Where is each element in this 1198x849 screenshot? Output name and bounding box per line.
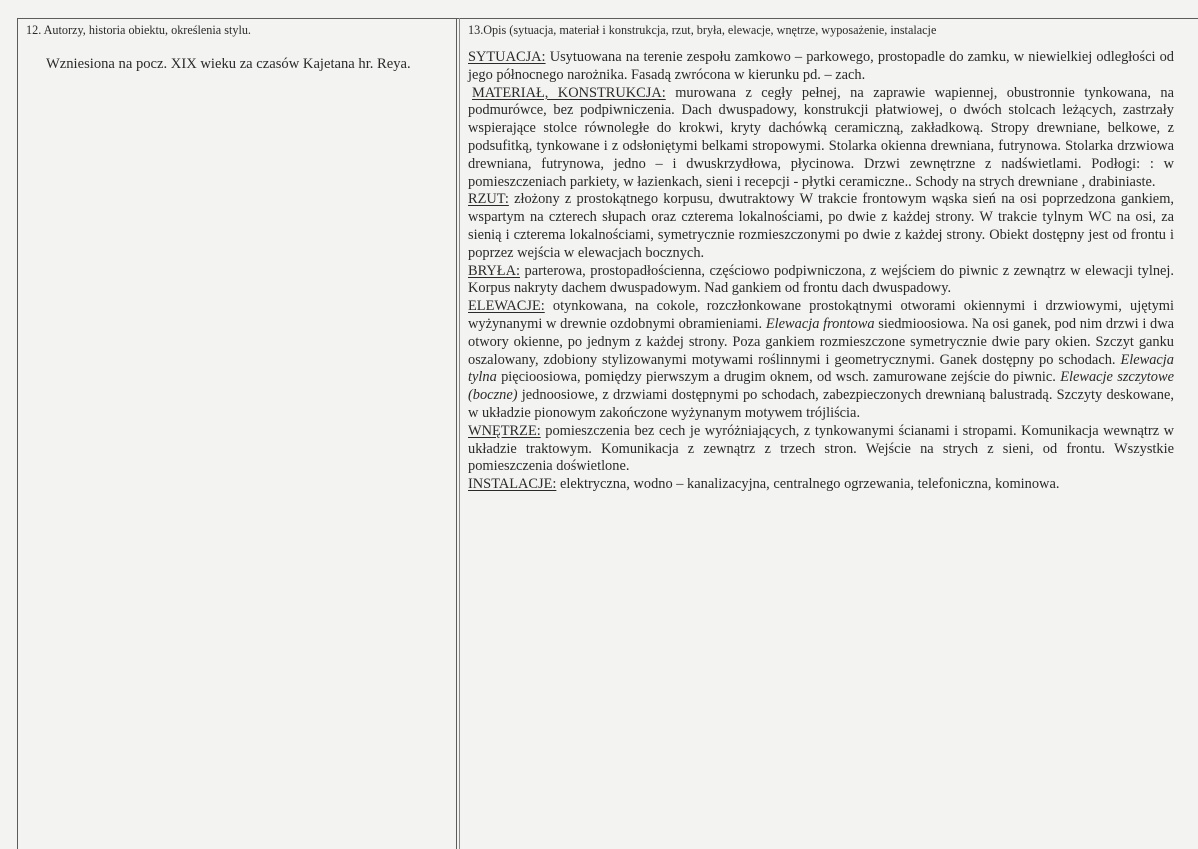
section-12-authors-history bbox=[26, 22, 450, 73]
heading-material: MATERIAŁ, KONSTRUKCJA: bbox=[472, 84, 666, 101]
text-wnetrze: pomieszczenia bez cech je wyróżniających, z tynkowanymi ścianami i stropami. Komunikacja wewnątrz w układzie traktowym. Komunikacja z zewnątrz z trzech stron. Wejście na strych z sieni, od frontu. Wszystkie pomieszczenia doświetlone. bbox=[468, 422, 1174, 475]
italic-elewacje-szczytowe: Elewacje szczytowe (boczne) bbox=[468, 369, 1174, 404]
text-elewacje-1: otynkowana, na cokole, rozczłonkowane prostokątnymi otworami okiennymi i drzwiowymi, ujętymi wyżynanymi w drewnie ozdobnymi obramieniami. bbox=[468, 298, 1174, 332]
section-13-description bbox=[468, 22, 1174, 494]
italic-elewacja-frontowa: Elewacja frontowa bbox=[765, 315, 875, 332]
heading-wnetrze: WNĘTRZE: bbox=[468, 422, 541, 439]
text-elewacje-3: pięcioosiowa, pomiędzy pierwszym a drugim oknem, od wsch. zamurowane zejście do piwnic. bbox=[496, 369, 1061, 386]
paragraph-elewacje bbox=[468, 298, 1174, 423]
heading-instalacje: INSTALACJE: bbox=[468, 476, 557, 493]
heading-rzut: RZUT: bbox=[468, 191, 509, 208]
paragraph-sytuacja bbox=[459, 49, 1174, 85]
form-left-border bbox=[17, 18, 18, 849]
section-12-header: 12. Autorzy, historia obiektu, określenia stylu. bbox=[26, 23, 251, 37]
column-divider bbox=[456, 18, 457, 849]
form-top-border bbox=[17, 18, 1198, 19]
text-material: murowana z cegły pełnej, na zaprawie wapiennej, obustronnie tynkowana, na podmurówce, bez podpiwniczenia. Dach dwuspadowy, konstrukcji płatwiowej, o dwóch stolcach leżących, zastrzały wspierające stolce równoległe do krokwi, kryty dachówką ceramiczną, zakładkową. Stropy drewniane, belkowe, z podsufitką, tynkowane i z odsłoniętymi belkami stropowymi. Stolarka okienna drewniana, futrynowa. Stolarka drzwiowa drewniana, futrynowa, jedno – i dwuskrzydłowa, płycinowa. Drzwi zewnętrzne z nadświetlami. Podłogi: : w pomieszczeniach parkiety, w łazienkach, sieni i recepcji - płytki ceramiczne.. Schody na strych drewniane , drabiniaste. bbox=[468, 84, 1174, 190]
paragraph-rzut bbox=[468, 191, 1174, 262]
paragraph-material bbox=[468, 85, 1174, 192]
text-elewacje-2: siedmioosiowa. Na osi ganek, pod nim drzwi i dwa otwory okienne, po jednym z każdej strony. Poza gankiem rozmieszczone symetrycznie dwie pary okien. Szczyt ganku oszalowany, zdobiony stylizowanymi motywami roślinnymi i geometrycznymi. Ganek dostępny po schodach. bbox=[468, 315, 1175, 368]
heading-bryla: BRYŁA: bbox=[468, 262, 520, 279]
paragraph-wnetrze bbox=[468, 423, 1174, 476]
column-divider-inner bbox=[459, 18, 460, 849]
text-instalacje: elektryczna, wodno – kanalizacyjna, centralnego ogrzewania, telefoniczna, kominowa. bbox=[556, 476, 1060, 493]
text-rzut: złożony z prostokątnego korpusu, dwutraktowy W trakcie frontowym wąska sień na osi poprzedzona gankiem, wspartym na czterech słupach oraz czterema lokalnościami, po dwie z każdej strony. W trakcie tylnym WC na osi, za sienią i czterema lokalnościami, symetrycznie rozmieszczonymi po dwie z każdej strony. Obiekt dostępny jest od frontu i poprzez wejścia w elewacjach bocznych. bbox=[468, 191, 1174, 261]
description-body bbox=[468, 49, 1174, 494]
heading-elewacje: ELEWACJE: bbox=[468, 298, 545, 315]
text-bryla: parterowa, prostopadłościenna, częściowo podpiwniczona, z wejściem do piwnic z zewnątrz w elewacji tylnej. Korpus nakryty dachem dwuspadowym. Nad gankiem od frontu dach dwuspadowy. bbox=[468, 262, 1174, 297]
text-elewacje-4: jednoosiowe, z drzwiami dostępnymi po schodach, zabezpieczonych drewnianą balustradą. Szczyty deskowane, w układzie pionowym zakończone wyżynanym motywem trójliścia. bbox=[468, 387, 1174, 421]
history-text: Wzniesiona na pocz. XIX wieku za czasów Kajetana hr. Reya. bbox=[46, 56, 411, 72]
paragraph-instalacje bbox=[468, 476, 1174, 494]
paragraph-bryla bbox=[468, 263, 1174, 299]
text-sytuacja: Usytuowana na terenie zespołu zamkowo – parkowego, prostopadle do zamku, w niewielkiej odległości od jego północnego narożnika. Fasadą zwrócona w kierunku pd. – zach. bbox=[468, 49, 1174, 83]
italic-elewacja-tylna: Elewacja tylna bbox=[468, 351, 1174, 386]
section-13-header: 13.Opis (sytuacja, materiał i konstrukcja, rzut, bryła, elewacje, wnętrze, wyposażenie, instalacje bbox=[468, 23, 937, 37]
heading-sytuacja: SYTUACJA: bbox=[468, 49, 546, 65]
